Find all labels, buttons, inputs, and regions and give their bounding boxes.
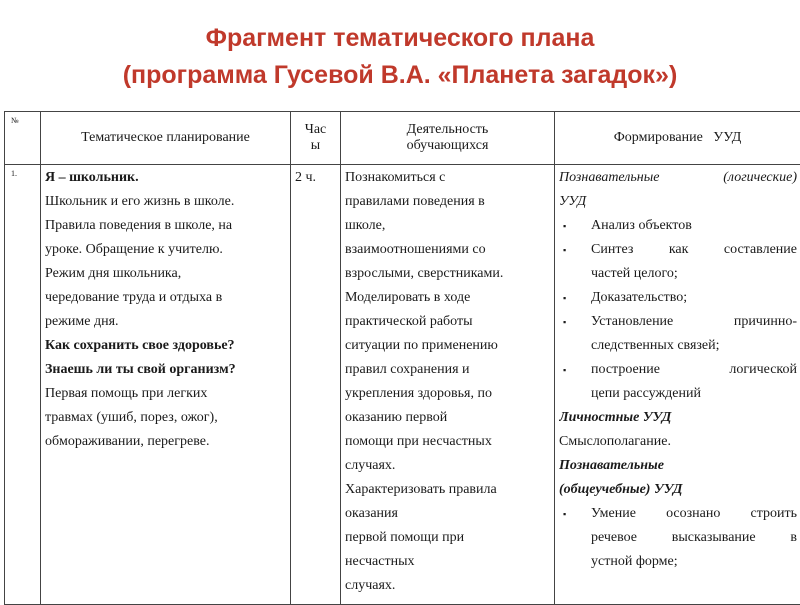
activity-line: Познакомиться с <box>345 166 551 190</box>
title-line-1: Фрагмент тематического плана <box>0 20 800 57</box>
activity-line: Моделировать в ходе <box>345 286 551 310</box>
list-item: ▪ Доказательство; <box>559 286 797 310</box>
bullet-icon: ▪ <box>563 310 566 334</box>
row-num: 1. <box>5 165 41 605</box>
topic-cell <box>41 165 291 605</box>
thematic-plan-table <box>4 111 800 605</box>
topic-question: Знаешь ли ты свой организм? <box>45 358 287 382</box>
table-row <box>5 165 800 605</box>
topic-line: Первая помощь при легких <box>45 382 287 406</box>
bullet-icon: ▪ <box>563 286 566 310</box>
topic-question: Как сохранить свое здоровье? <box>45 334 287 358</box>
activity-line: Характеризовать правила <box>345 478 551 502</box>
page-title <box>0 20 800 94</box>
activity-line: практической работы <box>345 310 551 334</box>
header-num: № <box>5 112 41 165</box>
activity-line: случаях. <box>345 574 551 598</box>
activity-line: оказанию первой <box>345 406 551 430</box>
activity-line: случаях. <box>345 454 551 478</box>
activity-line: правилами поведения в <box>345 190 551 214</box>
topic-line: травмах (ушиб, порез, ожог), <box>45 406 287 430</box>
uud-cognitive-general-heading: Познавательные <box>559 454 797 478</box>
uud-cognitive-logical-heading: Познавательные (логические) <box>559 166 797 190</box>
bullet-icon: ▪ <box>563 238 566 262</box>
bullet-icon: ▪ <box>563 502 566 526</box>
topic-line: чередование труда и отдыха в <box>45 286 287 310</box>
topic-heading: Я – школьник. <box>45 166 287 190</box>
list-item: ▪ Умение осознано строить речевое высказывание в устной форме; <box>559 502 797 574</box>
topic-line: режиме дня. <box>45 310 287 334</box>
bullet-icon: ▪ <box>563 214 566 238</box>
list-item: ▪ Установление причинно- следственных связей; <box>559 310 797 358</box>
topic-line: Правила поведения в школе, на <box>45 214 287 238</box>
list-item: ▪ Анализ объектов <box>559 214 797 238</box>
activity-line: первой помощи при <box>345 526 551 550</box>
activity-line: школе, <box>345 214 551 238</box>
topic-line: Режим дня школьника, <box>45 262 287 286</box>
activity-line: укрепления здоровья, по <box>345 382 551 406</box>
topic-line: Школьник и его жизнь в школе. <box>45 190 287 214</box>
uud-cell <box>555 165 800 605</box>
header-activity: Деятельность обучающихся <box>341 112 555 165</box>
topic-line: уроке. Обращение к учителю. <box>45 238 287 262</box>
list-item: ▪ построение логической цепи рассуждений <box>559 358 797 406</box>
topic-line: обмораживании, перегреве. <box>45 430 287 454</box>
activity-line: правил сохранения и <box>345 358 551 382</box>
header-hours: Час ы <box>291 112 341 165</box>
activity-line: оказания <box>345 502 551 526</box>
activity-line: взрослыми, сверстниками. <box>345 262 551 286</box>
general-uud-list <box>559 502 797 574</box>
uud-cognitive-logical-heading-2: УУД <box>559 190 797 214</box>
uud-cognitive-general-heading-2: (общеучебные) УУД <box>559 478 797 502</box>
activity-cell <box>341 165 555 605</box>
title-line-2: (программа Гусевой В.А. «Планета загадок») <box>0 57 800 94</box>
activity-line: несчастных <box>345 550 551 574</box>
activity-line: помощи при несчастных <box>345 430 551 454</box>
bullet-icon: ▪ <box>563 358 566 382</box>
header-topic: Тематическое планирование <box>41 112 291 165</box>
uud-personal-item: Смыслополагание. <box>559 430 797 454</box>
activity-line: взаимоотношениями со <box>345 238 551 262</box>
hours-value: 2 ч. <box>295 166 337 190</box>
hours-cell <box>291 165 341 605</box>
list-item: ▪ Синтез как составление частей целого; <box>559 238 797 286</box>
logical-uud-list <box>559 214 797 406</box>
uud-personal-heading: Личностные УУД <box>559 406 797 430</box>
table-header-row <box>5 112 800 165</box>
header-uud: Формирование УУД <box>555 112 800 165</box>
activity-line: ситуации по применению <box>345 334 551 358</box>
